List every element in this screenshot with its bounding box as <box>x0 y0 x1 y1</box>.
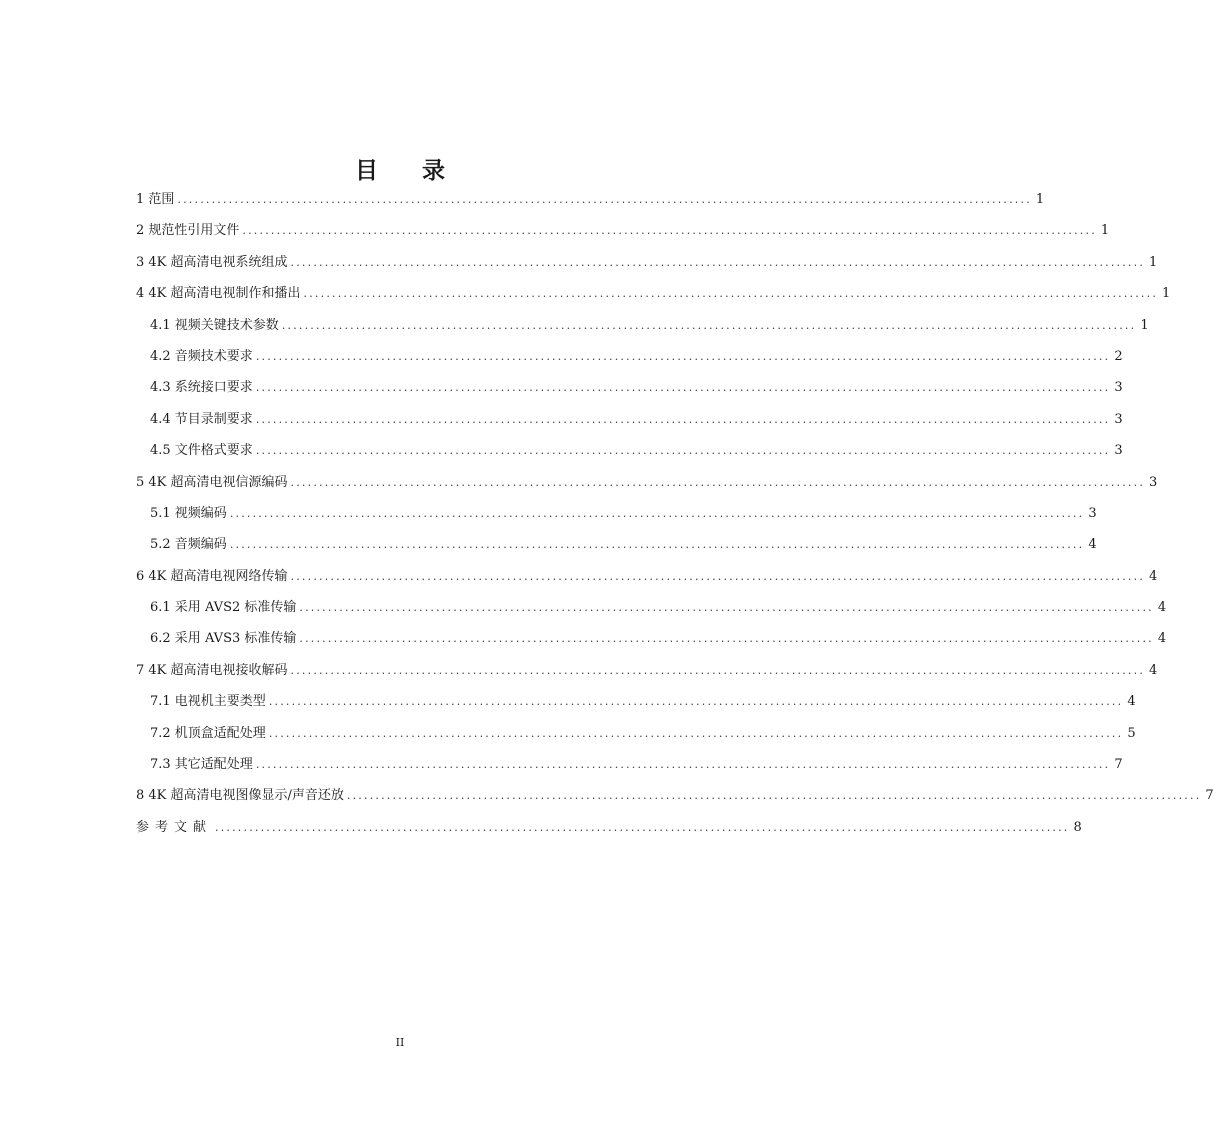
toc-entry-7-1[interactable] <box>136 689 1136 720</box>
toc-entry-label: 4.4 节目录制要求 <box>150 411 253 427</box>
toc-entry-label: 参考文献 <box>136 819 213 835</box>
toc-entry-4-4[interactable] <box>136 407 1123 438</box>
toc-entry-label: 7 4K 超高清电视接收解码 <box>136 662 288 678</box>
toc-page-number: 7 <box>1205 788 1214 804</box>
toc-entry-label: 5.2 音频编码 <box>150 537 227 553</box>
toc-entry-label: 6.1 采用 AVS2 标准传输 <box>150 600 297 616</box>
toc-page-number: 4 <box>1157 600 1167 616</box>
toc-leader-dots: ...................................................................................................................................................... <box>299 632 1154 646</box>
toc-entry-label: 4.3 系统接口要求 <box>150 380 253 396</box>
toc-page-number: 8 <box>1073 819 1082 835</box>
toc-entry-4-1[interactable] <box>136 313 1149 344</box>
toc-entry-label: 7.1 电视机主要类型 <box>150 694 266 710</box>
toc-entry-7-2[interactable] <box>136 721 1136 752</box>
toc-page-number: 7 <box>1114 757 1123 773</box>
toc-leader-dots: ...................................................................................................................................................... <box>229 506 1085 520</box>
toc-entry-5-1[interactable] <box>136 501 1097 532</box>
toc-leader-dots: ...................................................................................................................................................... <box>281 318 1137 332</box>
toc-entry-2[interactable] <box>136 218 1110 249</box>
toc-page-number: 1 <box>1100 223 1110 239</box>
toc-leader-dots: ...................................................................................................................................................... <box>255 349 1111 363</box>
toc-entry-label: 2 规范性引用文件 <box>136 223 240 239</box>
toc-page-number: 3 <box>1114 380 1123 396</box>
toc-leader-dots: ...................................................................................................................................................... <box>255 412 1111 426</box>
toc-leader-dots: ...................................................................................................................................................... <box>255 381 1111 395</box>
toc-entry-6-2[interactable] <box>136 626 1167 657</box>
toc-entry-6[interactable] <box>136 564 1158 595</box>
toc-entry-7[interactable] <box>136 658 1158 689</box>
toc-page-number: 2 <box>1114 348 1123 364</box>
toc-page-number: 4 <box>1088 537 1097 553</box>
toc-entry-label: 4.2 音频技术要求 <box>150 348 253 364</box>
toc-leader-dots: ...................................................................................................................................................... <box>268 726 1124 740</box>
toc-leader-dots: ...................................................................................................................................................... <box>290 569 1146 583</box>
toc-entry-label: 4.5 文件格式要求 <box>150 443 253 459</box>
toc-entry-label: 5 4K 超高清电视信源编码 <box>136 474 288 490</box>
toc-page-number: 4 <box>1157 631 1167 647</box>
toc-entry-4-2[interactable] <box>136 344 1123 375</box>
toc-page-number: 3 <box>1149 474 1158 490</box>
toc-page-number: 4 <box>1127 694 1136 710</box>
toc-leader-dots: ...................................................................................................................................................... <box>229 538 1085 552</box>
toc-entry-5[interactable] <box>136 470 1158 501</box>
toc-page-number: 3 <box>1114 411 1123 427</box>
toc-page-number: 1 <box>1140 317 1149 333</box>
toc-page-number: 1 <box>1035 192 1045 207</box>
toc-entry-5-2[interactable] <box>136 532 1097 563</box>
toc-entry-4-3[interactable] <box>136 375 1123 406</box>
toc-leader-dots: ...................................................................................................................................................... <box>290 663 1146 677</box>
toc-leader-dots: ...................................................................................................................................................... <box>290 255 1146 269</box>
toc-entry-label: 4.1 视频关键技术参数 <box>150 317 279 333</box>
toc-entry-6-1[interactable] <box>136 595 1167 626</box>
toc-entry-references[interactable] <box>136 815 1082 846</box>
toc-entry-1[interactable] <box>136 187 1045 218</box>
toc-entry-label: 6 4K 超高清电视网络传输 <box>136 568 288 584</box>
toc-page-number: 1 <box>1149 254 1158 270</box>
toc-entry-label: 6.2 采用 AVS3 标准传输 <box>150 631 297 647</box>
toc-page-number: 4 <box>1149 568 1158 584</box>
toc-entry-label: 8 4K 超高清电视图像显示/声音还放 <box>136 788 344 804</box>
toc-leader-dots: ...................................................................................................................................................... <box>215 820 1070 834</box>
toc-entry-label: 4 4K 超高清电视制作和播出 <box>136 286 301 302</box>
toc-entry-8[interactable] <box>136 783 1214 814</box>
page-title: 目 录 <box>354 158 463 184</box>
table-of-contents <box>136 187 1214 846</box>
toc-entry-label: 7.2 机顶盒适配处理 <box>150 725 266 741</box>
toc-entry-label: 1 范围 <box>136 192 175 207</box>
toc-page-number: 5 <box>1127 725 1136 741</box>
toc-leader-dots: ...................................................................................................................................................... <box>290 475 1146 489</box>
toc-leader-dots: ...................................................................................................................................................... <box>242 224 1097 238</box>
toc-leader-dots: ...................................................................................................................................................... <box>255 758 1111 772</box>
toc-entry-label: 7.3 其它适配处理 <box>150 757 253 773</box>
toc-entry-4-5[interactable] <box>136 438 1123 469</box>
toc-leader-dots: ...................................................................................................................................................... <box>346 789 1202 803</box>
toc-page-number: 3 <box>1114 443 1123 459</box>
toc-entry-4[interactable] <box>136 281 1171 312</box>
toc-entry-label: 3 4K 超高清电视系统组成 <box>136 254 288 270</box>
toc-leader-dots: ...................................................................................................................................................... <box>177 193 1032 206</box>
toc-page-number: 4 <box>1149 662 1158 678</box>
toc-page-number: 1 <box>1162 286 1171 302</box>
toc-entry-3[interactable] <box>136 250 1158 281</box>
toc-entry-7-3[interactable] <box>136 752 1123 783</box>
toc-entry-label: 5.1 视频编码 <box>150 505 227 521</box>
toc-leader-dots: ...................................................................................................................................................... <box>303 287 1159 301</box>
toc-leader-dots: ...................................................................................................................................................... <box>299 601 1154 615</box>
toc-leader-dots: ...................................................................................................................................................... <box>268 695 1124 709</box>
page-number-footer: II <box>395 1036 405 1049</box>
toc-leader-dots: ...................................................................................................................................................... <box>255 444 1111 458</box>
toc-page-number: 3 <box>1088 505 1097 521</box>
